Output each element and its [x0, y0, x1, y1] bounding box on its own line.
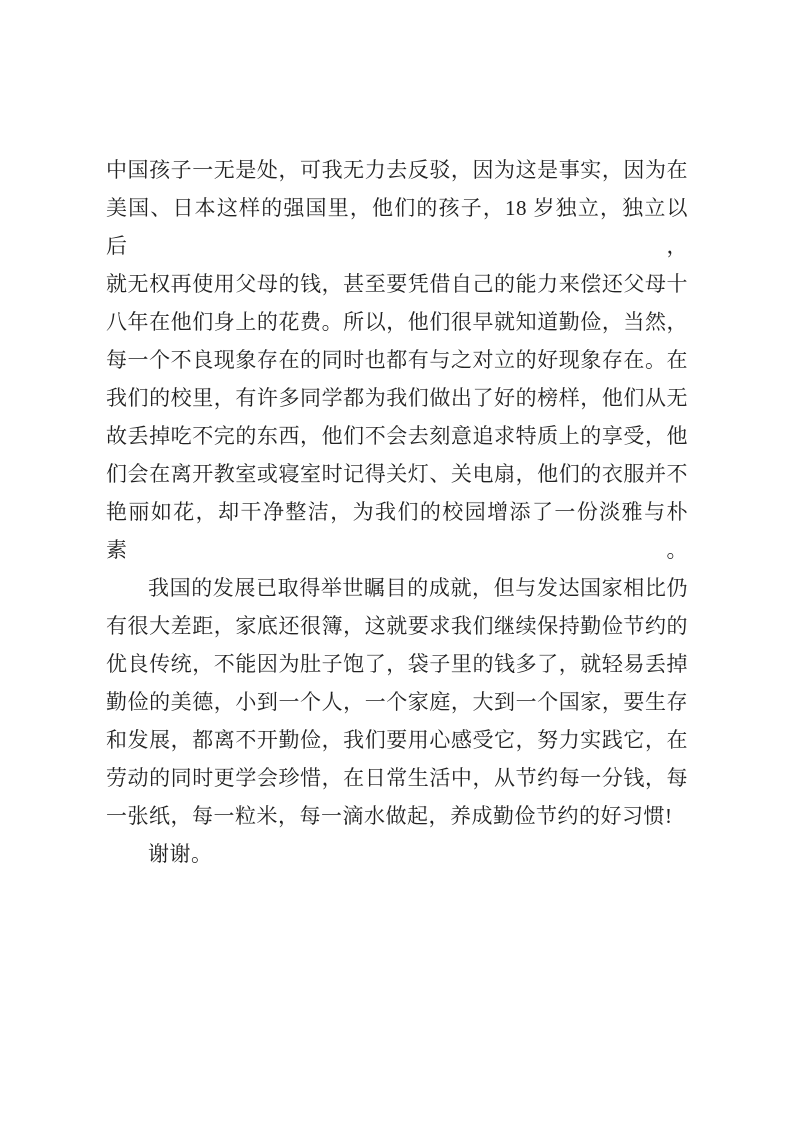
text-line: 优良传统，不能因为肚子饱了，袋子里的钱多了，就轻易丢掉 [106, 652, 688, 676]
document-text [106, 151, 688, 873]
text-line: 我国的发展已取得举世瞩目的成就，但与发达国家相比仍 [148, 576, 688, 600]
text-line: 我们的校里，有许多同学都为我们做出了好的榜样，他们从无 [106, 386, 688, 410]
text-line: 和发展，都离不开勤俭，我们要用心感受它，努力实践它，在 [106, 728, 688, 752]
text-line: 有很大差距，家底还很簿，这就要求我们继续保持勤俭节约的 [106, 614, 688, 638]
text-line: 就无权再使用父母的钱，甚至要凭借自己的能力来偿还父母十 [106, 272, 688, 296]
text-line: 故丢掉吃不完的东西，他们不会去刻意追求特质上的享受，他 [106, 424, 688, 448]
text-line: 八年在他们身上的花费。所以，他们很早就知道勤俭，当然， [106, 310, 688, 334]
text-line: 美国、日本这样的强国里，他们的孩子，18 岁独立，独立以后， [106, 196, 688, 258]
paragraph [106, 151, 688, 569]
text-line: 一张纸，每一粒米，每一滴水做起，养成勤俭节约的好习惯! [106, 804, 673, 828]
text-line: 谢谢。 [148, 842, 213, 866]
text-line: 中国孩子一无是处，可我无力去反驳，因为这是事实，因为在 [106, 158, 688, 182]
paragraph [106, 569, 688, 835]
text-line: 每一个不良现象存在的同时也都有与之对立的好现象存在。在 [106, 348, 688, 372]
text-line: 勤俭的美德，小到一个人，一个家庭，大到一个国家，要生存 [106, 690, 688, 714]
text-line: 劳动的同时更学会珍惜，在日常生活中，从节约每一分钱，每 [106, 766, 688, 790]
paragraph-closing [106, 835, 688, 873]
text-line: 艳丽如花，却干净整洁，为我们的校园增添了一份淡雅与朴素。 [106, 500, 688, 562]
text-line: 们会在离开教室或寝室时记得关灯、关电扇，他们的衣服并不 [106, 462, 688, 486]
